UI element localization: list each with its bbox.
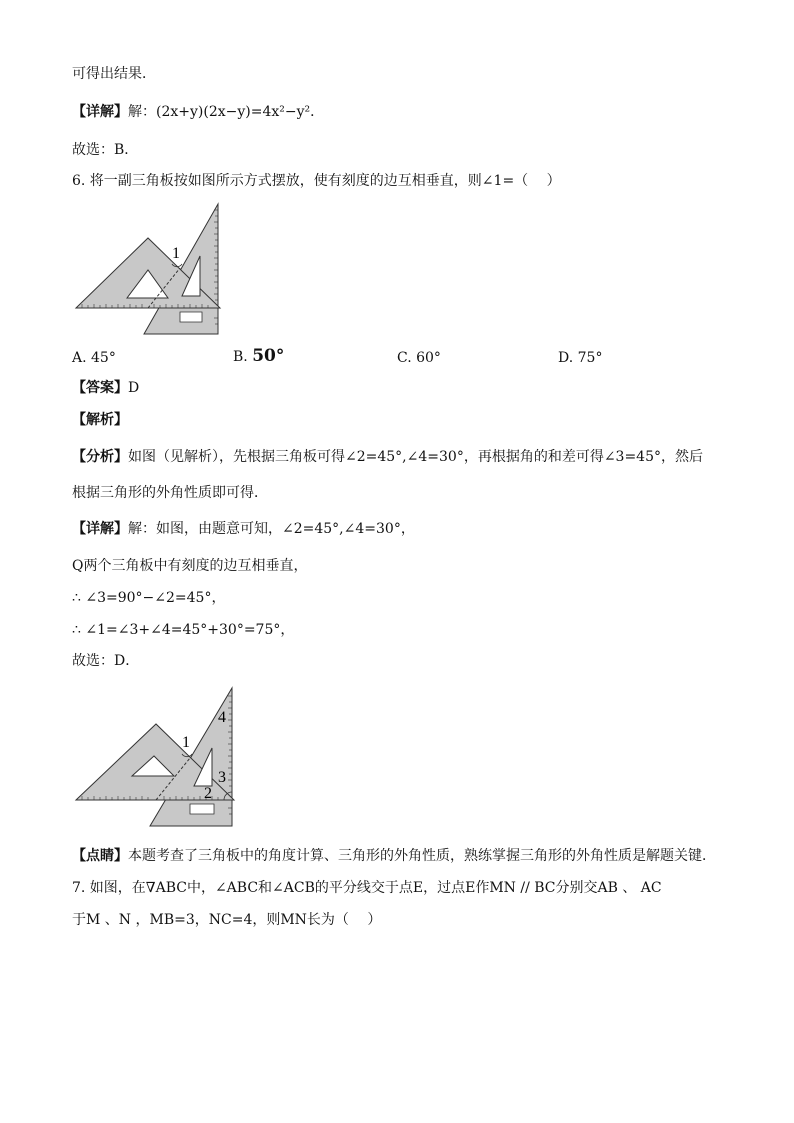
analysis-heading: 【解析】	[72, 412, 128, 428]
detail-tag: 【详解】	[72, 104, 128, 120]
xiangjie-tag: 【详解】	[72, 521, 128, 537]
question-7-cont: 于M 、N ，MB=3，NC=4，则MN长为（ ）	[72, 912, 382, 928]
answer-value: D	[128, 380, 140, 396]
dianjing-tag: 【点睛】	[72, 848, 128, 864]
fenxi-tag: 【分析】	[72, 449, 128, 465]
triangle-figure-1	[72, 200, 222, 340]
step-line: 故选：D．	[72, 653, 140, 669]
detail-line	[72, 102, 324, 122]
xiangjie-line	[72, 519, 415, 539]
option-b-value: 50°	[252, 346, 285, 366]
angle-4-label: 4	[218, 709, 226, 726]
fenxi-line-2: 根据三角形的外角性质即可得．	[72, 485, 268, 501]
option-c: C. 60°	[397, 350, 441, 366]
triangle-figure-2	[72, 684, 238, 832]
question-6: 6. 将一副三角板按如图所示方式摆放，使有刻度的边互相垂直，则∠1=（ ）	[72, 173, 561, 189]
xiangjie-body: 解：如图，由题意可知，∠2=45°,∠4=30°，	[128, 521, 415, 537]
fenxi-line	[72, 447, 703, 467]
option-d: D. 75°	[558, 350, 603, 366]
angle-2-label: 2	[204, 785, 212, 802]
question-7: 7. 如图，在∇ABC中，∠ABC和∠ACB的平分线交于点E，过点E作MN // BC分别交AB 、 AC	[72, 880, 662, 896]
choice-line: 故选：B．	[72, 142, 139, 158]
angle-3-label: 3	[218, 769, 226, 786]
step-line: ∴ ∠3=90°−∠2=45°，	[72, 590, 226, 606]
detail-body: 解：(2x+y)(2x−y)=4x²−y²．	[128, 104, 325, 120]
step-line: Q两个三角板中有刻度的边互相垂直，	[72, 558, 308, 574]
angle-1-label: 1	[182, 734, 190, 751]
dianjing-body: 本题考查了三角板中的角度计算、三角形的外角性质，熟练掌握三角形的外角性质是解题关键．	[128, 848, 716, 864]
option-b-prefix: B.	[233, 349, 248, 365]
fenxi-body: 如图（见解析），先根据三角板可得∠2=45°,∠4=30°，再根据角的和差可得∠3=45°，然后	[128, 449, 703, 465]
angle-1-label: 1	[172, 245, 180, 262]
option-a: A. 45°	[72, 350, 116, 366]
dianjing-line	[72, 846, 716, 866]
answer-tag: 【答案】	[72, 380, 128, 396]
answer-line	[72, 378, 139, 398]
step-line: ∴ ∠1=∠3+∠4=45°+30°=75°，	[72, 622, 295, 638]
option-b	[233, 346, 284, 367]
text-line: 可得出结果．	[72, 66, 156, 82]
